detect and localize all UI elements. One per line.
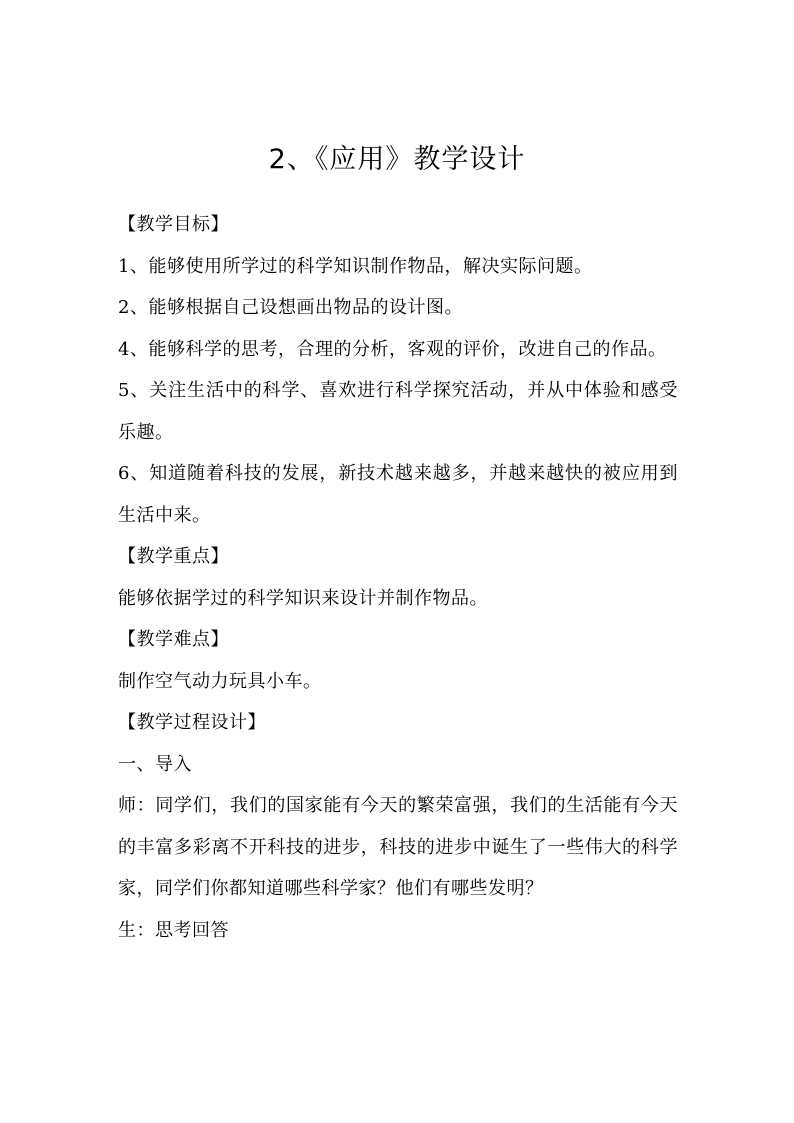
teacher-dialogue: 师：同学们，我们的国家能有今天的繁荣富强，我们的生活能有今天的丰富多彩离不开科技的进步，科技的进步中诞生了一些伟大的科学家，同学们你都知道哪些科学家？他们有哪些发明？ <box>118 795 678 899</box>
objective-item: 2、能够根据自己设想画出物品的设计图。 <box>118 297 463 318</box>
key-point-text: 能够依据学过的科学知识来设计并制作物品。 <box>118 587 488 609</box>
objective-item: 1、能够使用所学过的科学知识制作物品，解决实际问题。 <box>118 255 593 277</box>
objective-item: 4、能够科学的思考，合理的分析，客观的评价，改进自己的作品。 <box>118 338 667 360</box>
difficulty-text: 制作空气动力玩具小车。 <box>118 670 322 692</box>
student-dialogue: 生：思考回答 <box>118 919 229 941</box>
subsection-heading-intro: 一、导入 <box>118 753 192 775</box>
section-heading-objectives: 【教学目标】 <box>118 214 229 235</box>
document-title: 2、《应用》教学设计 <box>268 144 526 175</box>
section-heading-process: 【教学过程设计】 <box>118 712 266 733</box>
section-heading-difficulties: 【教学难点】 <box>118 629 229 650</box>
objective-item: 6、知道随着科技的发展，新技术越来越多，并越来越快的被应用到生活中来。 <box>118 463 678 526</box>
objective-item: 5、关注生活中的科学、喜欢进行科学探究活动，并从中体验和感受乐趣。 <box>118 380 678 443</box>
document-body <box>118 204 678 951</box>
section-heading-key-points: 【教学重点】 <box>118 546 229 567</box>
